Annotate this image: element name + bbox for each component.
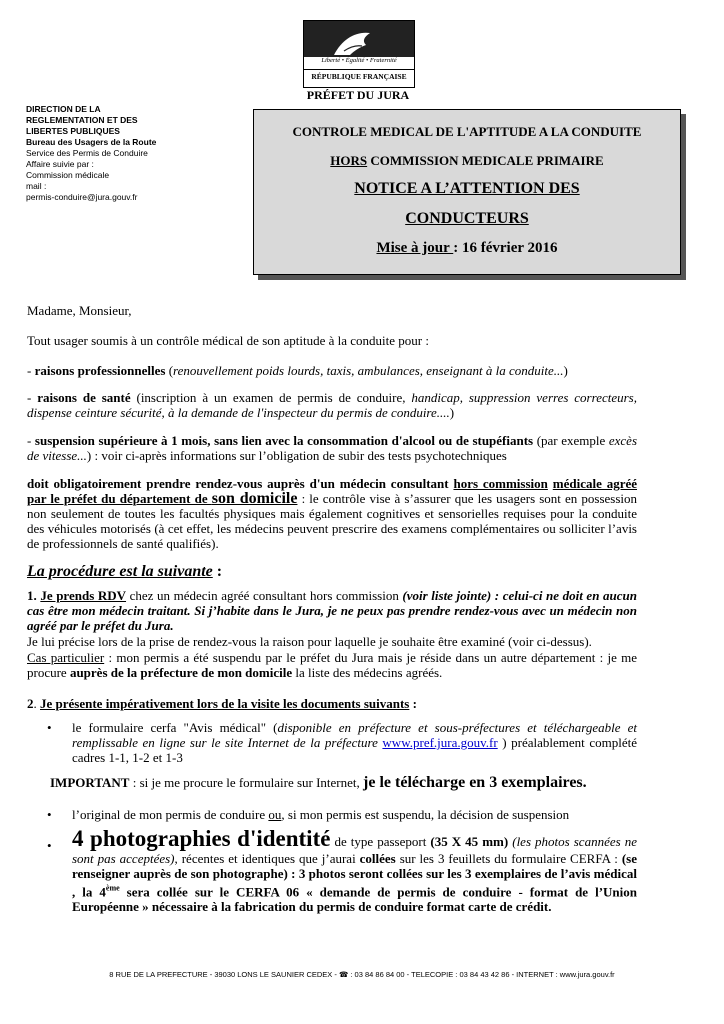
special-case-bold: auprès de la préfecture de mon domicile [69,665,293,680]
sender-block [26,104,216,203]
item-permit-or: ou [268,807,282,822]
text: , récentes et identiques que j’aurai [174,851,360,866]
title-line-1: CONTROLE MEDICAL DE L'APTITUDE A LA CONDUITE [292,124,642,139]
step-1-line-2: Je lui précise lors de la prise de rendez-vous la raison pour laquelle je souhaite être examiné (voir ci-dessus). [27,634,592,649]
photo-instructions: (se renseigner auprès de son photographe) : 3 photos seront collées sur les 3 exemplaires de l’avis médical , la 4 [72,851,637,900]
item-photos [72,827,637,914]
marianne-emblem [304,21,414,57]
update-date [254,240,680,257]
item-permit [72,807,637,822]
important-note [50,774,650,792]
photo-note: (les photos scannées ne sont pas acceptées) [72,834,637,866]
text: (par exemple [533,433,609,448]
title-hors: HORS [330,153,368,168]
text: : mon permis a été suspendu par le préfet du Jura mais je réside dans un autre département : je me procure [27,650,637,680]
notice-line-1: NOTICE A L’ATTENTION DES [354,180,580,197]
sender-line: DIRECTION DE LA [26,104,101,114]
important-label: IMPORTANT [50,775,130,790]
text: : [409,696,417,711]
intro-line: Tout usager soumis à un contrôle médical de son aptitude à la conduite pour : [27,333,429,348]
text: chez un médecin agréé consultant hors commission [126,588,403,603]
logo-republic: RÉPUBLIQUE FRANÇAISE [304,69,414,81]
sender-line: REGLEMENTATION ET DES [26,115,138,125]
step-2 [27,696,637,711]
text: : si je me procure le formulaire sur Internet, [129,775,364,790]
notice-line-2: CONDUCTEURS [405,210,529,227]
reason-pro-title: raisons professionnelles [34,363,166,378]
sender-line: Bureau des Usagers de la Route [26,137,157,147]
reason-suspension-example: excès de vitesse... [27,433,637,463]
text: de type passeport [330,834,431,849]
special-case [27,650,637,680]
important-emphasis: je le télécharge en 3 exemplaires. [363,774,587,791]
step-number: 2 [27,696,34,711]
reason-suspension-title: suspension supérieure à 1 mois, sans lien avec la consommation d'alcool ou de stupéfiants [34,433,534,448]
dash: - [27,363,35,378]
text: ( [165,363,174,378]
text: (inscription à un examen de permis de conduire, [130,390,412,405]
text: le formulaire cerfa "Avis médical" ( [72,720,278,735]
step-2-title: Je présente impérativement lors de la visite les documents suivants [40,696,410,711]
sender-line: mail : [26,181,47,191]
republic-logo [303,20,415,88]
sender-email: permis-conduire@jura.gouv.fr [26,192,138,202]
salutation: Madame, Monsieur, [27,303,132,318]
sender-line: LIBERTES PUBLIQUES [26,126,120,136]
photo-glued: collées [359,851,396,866]
title-line-2 [254,153,680,169]
dash: - [27,433,35,448]
oblig-agree: médicale agréé par le préfet du département de [27,476,638,506]
oblig-hors-commission: hors commission [453,476,548,491]
text: sur les 3 feuillets du formulaire CERFA : [395,851,622,866]
procedure-heading-text: La procédure est la suivante [27,563,213,580]
reason-professional [27,363,637,378]
step-number: 1. [27,588,41,603]
sender-line: Service des Permis de Conduire [26,148,148,158]
reason-health-title: raisons de santé [37,390,131,405]
reason-health [27,390,637,420]
text: ) [563,363,568,378]
step-1 [27,588,637,633]
item-cerfa-detail: disponible en préfecture et sous-préfectures et téléchargeable et remplissable en ligne sur le site Internet de la préfecture [72,720,637,750]
bullet-icon: • [47,720,52,735]
reason-pro-detail: renouvellement poids lourds, taxis, ambulances, enseignant à la conduite... [173,363,564,378]
item-cerfa [72,720,637,765]
title-box [253,109,681,275]
text: ) : voir ci-après informations sur l’obligation de subir des tests psychotechniques [86,448,507,463]
marianne-icon [304,21,414,57]
logo-motto: Liberté • Égalité • Fraternité [321,57,397,64]
prefet-label: PRÉFET DU JURA [306,88,410,102]
text: l’original de mon permis de conduire [72,807,269,822]
title-line-2-rest: COMMISSION MEDICALE PRIMAIRE [367,153,604,168]
update-label: Mise à jour [376,240,454,256]
dash: - [27,390,38,405]
oblig-rest: : le contrôle vise à s’assurer que les usagers sont en possession non seulement de toutes les facultés physiques mais également cognitives et sensorielles requises pour la conduite des véhicules motorisés (à cet effet, les médecins peuvent prescrire des examens complémentaires ou solliciter l’avis de professionnels de santé qualifiés). [27,491,638,551]
item-photos-title: 4 photographies d'identité [72,826,331,851]
prefecture-link[interactable]: www.pref.jura.gouv.fr [382,735,498,750]
update-value: : 16 février 2016 [453,240,558,256]
footer-address: 8 RUE DE LA PREFECTURE - 39030 LONS LE SAUNIER CEDEX - ☎ : 03 84 86 84 00 - TELECOPIE : 03 84 43 42 86 - INTERNET : www.jura.gouv.fr [109,970,615,979]
procedure-heading [27,563,222,581]
photo-size: (35 X 45 mm) [430,834,509,849]
oblig-bold: doit obligatoirement prendre rendez-vous auprès d'un médecin consultant [27,476,454,491]
bullet-icon: • [47,838,52,853]
text: , si mon permis est suspendu, la décision de suspension [281,807,570,822]
special-case-label: Cas particulier [27,650,105,665]
step-1-warning: (voir liste jointe) : celui-ci ne doit en aucun cas être mon médecin traitant. Si j’habite dans le Jura, je ne peux pas prendre rendez-vous avec un médecin non agréé par le préfet du Jura. [27,588,637,633]
sender-line: Affaire suivie par : [26,159,94,169]
step-1-title: Je prends RDV [40,588,127,603]
sender-line: Commission médicale [26,170,110,180]
text: la liste des médecins agréés. [292,665,443,680]
text: ) [449,405,455,420]
oblig-domicile: son domicile [211,490,298,507]
photo-instructions-2: sera collée sur le CERFA 06 « demande de permis de conduire - format de l’Union Européenne » nécessaire à la fabrication du permis de conduire format carte de crédit. [72,884,637,915]
obligation-paragraph [27,476,637,551]
bullet-icon: • [47,807,52,822]
text: . [33,696,40,711]
reason-suspension [27,433,637,463]
reason-health-detail: handicap, suppression verres correcteurs, dispense ceinture sécurité, à la demande de l'inspecteur du permis de conduire.... [27,390,637,420]
text: : [212,563,223,580]
superscript: ème [105,884,120,893]
text: ) préalablement complété cadres 1-1, 1-2 et 1-3 [72,735,638,765]
